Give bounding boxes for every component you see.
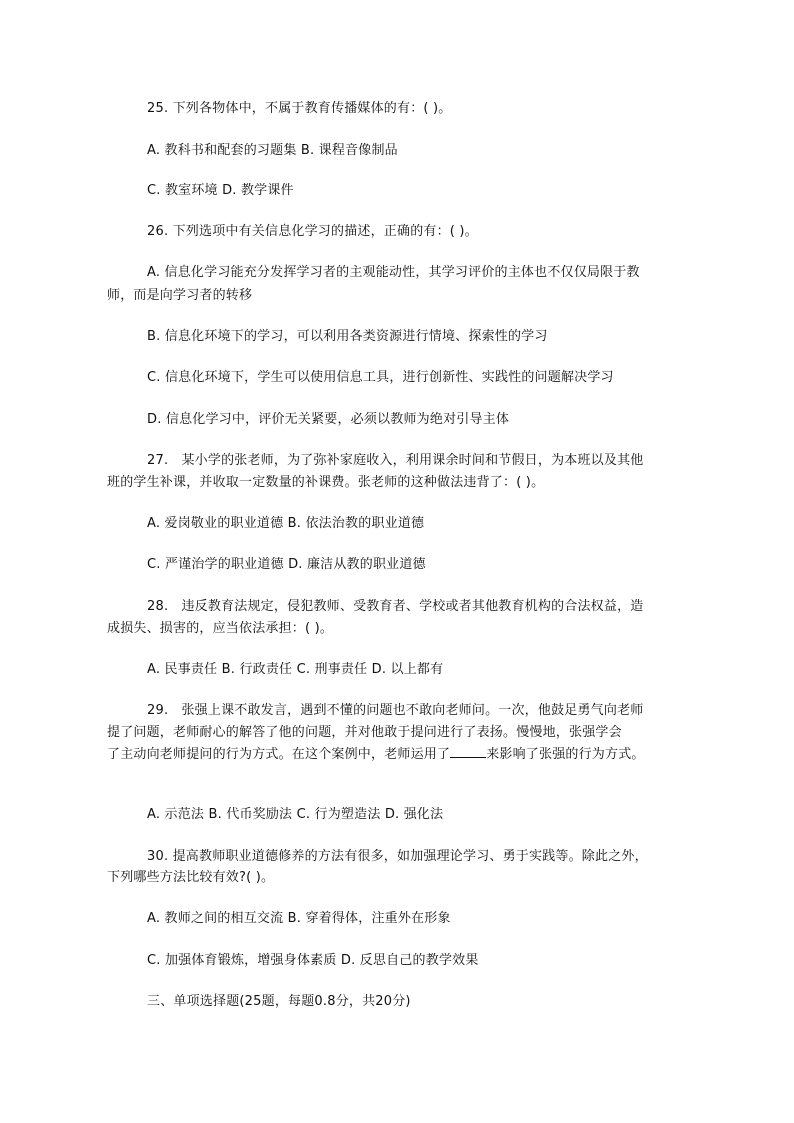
question-27-stem-line1: 27. 某小学的张老师，为了弥补家庭收入，利用课余时间和节假日，为本班以及其他 [147,453,644,468]
question-26-option-a-line1: A. 信息化学习能充分发挥学习者的主观能动性，其学习评价的主体也不仅仅局限于教 [147,265,640,280]
question-27-stem-line2: 班的学生补课，并收取一定数量的补课费。张老师的这种做法违背了：( )。 [107,475,545,490]
question-30-options-ab: A. 教师之间的相互交流 B. 穿着得体，注重外在形象 [147,911,451,926]
answer-blank [450,746,486,758]
question-28-options: A. 民事责任 B. 行政责任 C. 刑事责任 D. 以上都有 [147,662,444,677]
question-29-stem-line1: 29. 张强上课不敢发言，遇到不懂的问题也不敢向老师问。一次，他鼓足勇气向老师 [147,703,644,718]
question-29-options: A. 示范法 B. 代币奖励法 C. 行为塑造法 D. 强化法 [147,807,444,822]
question-29-stem-line3 [107,746,645,763]
question-25-stem: 25. 下列各物体中，不属于教育传播媒体的有：( )。 [147,101,452,116]
question-30-stem-line2: 下列哪些方法比较有效?( )。 [107,870,275,885]
question-26-option-b: B. 信息化环境下的学习，可以利用各类资源进行情境、探索性的学习 [147,329,548,344]
question-27-options-ab: A. 爱岗敬业的职业道德 B. 依法治教的职业道德 [147,516,425,531]
question-29-stem-line3-before: 了主动向老师提问的行为方式。在这个案例中，老师运用了 [107,747,451,762]
question-30-options-cd: C. 加强体育锻炼，增强身体素质 D. 反思自己的教学效果 [147,953,479,968]
question-26-option-c: C. 信息化环境下，学生可以使用信息工具，进行创新性、实践性的问题解决学习 [147,370,614,385]
section-heading: 三、单项选择题(25题，每题0.8分，共20分) [147,994,411,1009]
question-26-option-a-line2: 师，而是向学习者的转移 [107,288,253,303]
question-28-stem-line1: 28. 违反教育法规定，侵犯教师、受教育者、学校或者其他教育机构的合法权益，造 [147,599,644,614]
question-25-options-ab: A. 教科书和配套的习题集 B. 课程音像制品 [147,143,398,158]
question-27-options-cd: C. 严谨治学的职业道德 D. 廉洁从教的职业道德 [147,557,426,572]
question-29-stem-line3-after: 来影响了张强的行为方式。 [486,747,645,762]
question-26-option-d: D. 信息化学习中，评价无关紧要，必须以教师为绝对引导主体 [147,412,510,427]
question-25-options-cd: C. 教室环境 D. 教学课件 [147,183,294,198]
question-29-stem-line2: 提了问题，老师耐心的解答了他的问题，并对他敢于提问进行了表扬。慢慢地，张强学会 [107,725,622,740]
question-26-stem: 26. 下列选项中有关信息化学习的描述，正确的有：( )。 [147,224,478,239]
question-28-stem-line2: 成损失、损害的，应当依法承担：( )。 [107,621,334,636]
question-30-stem-line1: 30. 提高教师职业道德修养的方法有很多，如加强理论学习、勇于实践等。除此之外， [147,849,648,864]
